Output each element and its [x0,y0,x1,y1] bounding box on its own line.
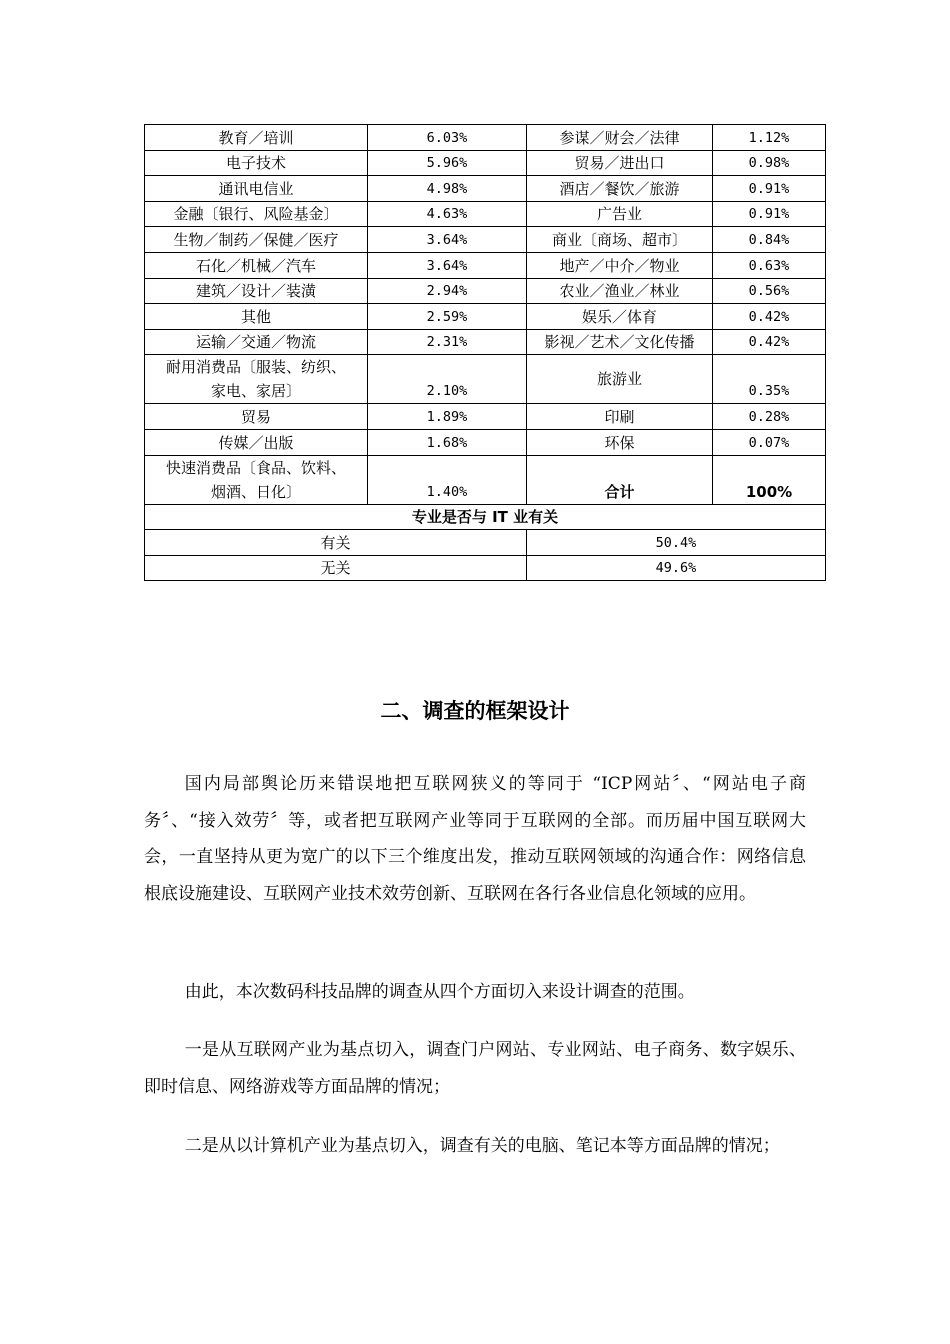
industry-cell: 贸易／进出口 [527,150,713,176]
body-paragraph: 国内局部舆论历来错误地把互联网狭义的等同于 “ICP网站〞、“网站电子商务〞、“接入效劳〞等，或者把互联网产业等同于互联网的全部。而历届中国互联网大会，一直坚持从更为宽广的以下三个维度出发，推动互联网领域的沟通合作：网络信息根底设施建设、互联网产业技术效劳创新、互联网在各行各业信息化领域的应用。 [144,774,806,904]
industry-cell: 娱乐／体育 [527,304,713,330]
percent-cell: 2.94% [368,278,527,304]
table-row [145,201,826,227]
industry-cell: 农业／渔业／林业 [527,278,713,304]
percent-cell: 0.63% [713,252,826,278]
industry-cell: 旅游业 [527,355,713,404]
percent-cell: 2.59% [368,304,527,330]
total-label-cell: 合计 [527,455,713,504]
percent-cell: 1.89% [368,404,527,430]
percent-cell: 2.10% [368,355,527,404]
industry-cell [145,355,368,404]
table-row [145,429,826,455]
table-row [145,555,826,581]
percent-cell: 5.96% [368,150,527,176]
it-relation-value: 49.6% [527,555,826,581]
industry-cell: 石化／机械／汽车 [145,252,368,278]
percent-cell: 0.91% [713,201,826,227]
table-row [145,455,826,504]
industry-cell: 酒店／餐饮／旅游 [527,176,713,202]
it-relation-label: 无关 [145,555,527,581]
table-row [145,125,826,151]
industry-cell-line: 家电、家居〕 [210,382,301,401]
percent-cell: 3.64% [368,227,527,253]
it-relation-label: 有关 [145,530,527,556]
body-paragraph: 二是从以计算机产业为基点切入，调查有关的电脑、笔记本等方面品牌的情况； [184,1136,780,1156]
it-relation-header: 专业是否与 IT 业有关 [145,504,826,530]
body-paragraph: 由此，本次数码科技品牌的调查从四个方面切入来设计调查的范围。 [184,982,695,1002]
section-heading: 二、调查的框架设计 [380,699,570,723]
industry-cell-line: 烟酒、日化〕 [210,482,301,501]
percent-cell: 1.68% [368,429,527,455]
percent-cell: 0.35% [713,355,826,404]
industry-cell: 生物／制药／保健／医疗 [145,227,368,253]
industry-cell: 通讯电信业 [145,176,368,202]
industry-cell-line: 耐用消费品〔服装、纺织、 [165,358,346,377]
industry-cell: 电子技术 [145,150,368,176]
industry-cell: 运输／交通／物流 [145,329,368,355]
percent-cell: 4.98% [368,176,527,202]
industry-cell: 商业〔商场、超市〕 [527,227,713,253]
table-row [145,355,826,404]
percent-cell: 0.98% [713,150,826,176]
industry-cell: 金融〔银行、风险基金〕 [145,201,368,227]
industry-cell: 广告业 [527,201,713,227]
percent-cell: 0.56% [713,278,826,304]
table-row [145,404,826,430]
percent-cell: 3.64% [368,252,527,278]
percent-cell: 0.84% [713,227,826,253]
industry-cell: 影视／艺术／文化传播 [527,329,713,355]
body-paragraph: 一是从互联网产业为基点切入，调查门户网站、专业网站、电子商务、数字娱乐、即时信息、网络游戏等方面品牌的情况； [144,1040,806,1097]
table-row [145,278,826,304]
table-row [145,530,826,556]
table-row [145,504,826,530]
table-row [145,329,826,355]
percent-cell: 2.31% [368,329,527,355]
industry-cell: 其他 [145,304,368,330]
table-row [145,227,826,253]
industry-cell: 教育／培训 [145,125,368,151]
industry-cell: 贸易 [145,404,368,430]
percent-cell: 6.03% [368,125,527,151]
industry-cell [145,455,368,504]
table-row [145,252,826,278]
industry-cell: 建筑／设计／装潢 [145,278,368,304]
industry-cell: 印刷 [527,404,713,430]
table-row [145,150,826,176]
it-relation-value: 50.4% [527,530,826,556]
percent-cell: 0.42% [713,304,826,330]
industry-cell-line: 快速消费品〔食品、饮料、 [165,458,346,477]
percent-cell: 1.12% [713,125,826,151]
percent-cell: 0.07% [713,429,826,455]
table-row [145,304,826,330]
industry-cell: 传媒／出版 [145,429,368,455]
percent-cell: 0.91% [713,176,826,202]
percent-cell: 0.42% [713,329,826,355]
industry-cell: 环保 [527,429,713,455]
percent-cell: 1.40% [368,455,527,504]
table-row [145,176,826,202]
total-value-cell: 100% [713,455,826,504]
industry-cell: 地产／中介／物业 [527,252,713,278]
percent-cell: 4.63% [368,201,527,227]
industry-distribution-table [144,124,826,581]
industry-cell: 参谋／财会／法律 [527,125,713,151]
percent-cell: 0.28% [713,404,826,430]
